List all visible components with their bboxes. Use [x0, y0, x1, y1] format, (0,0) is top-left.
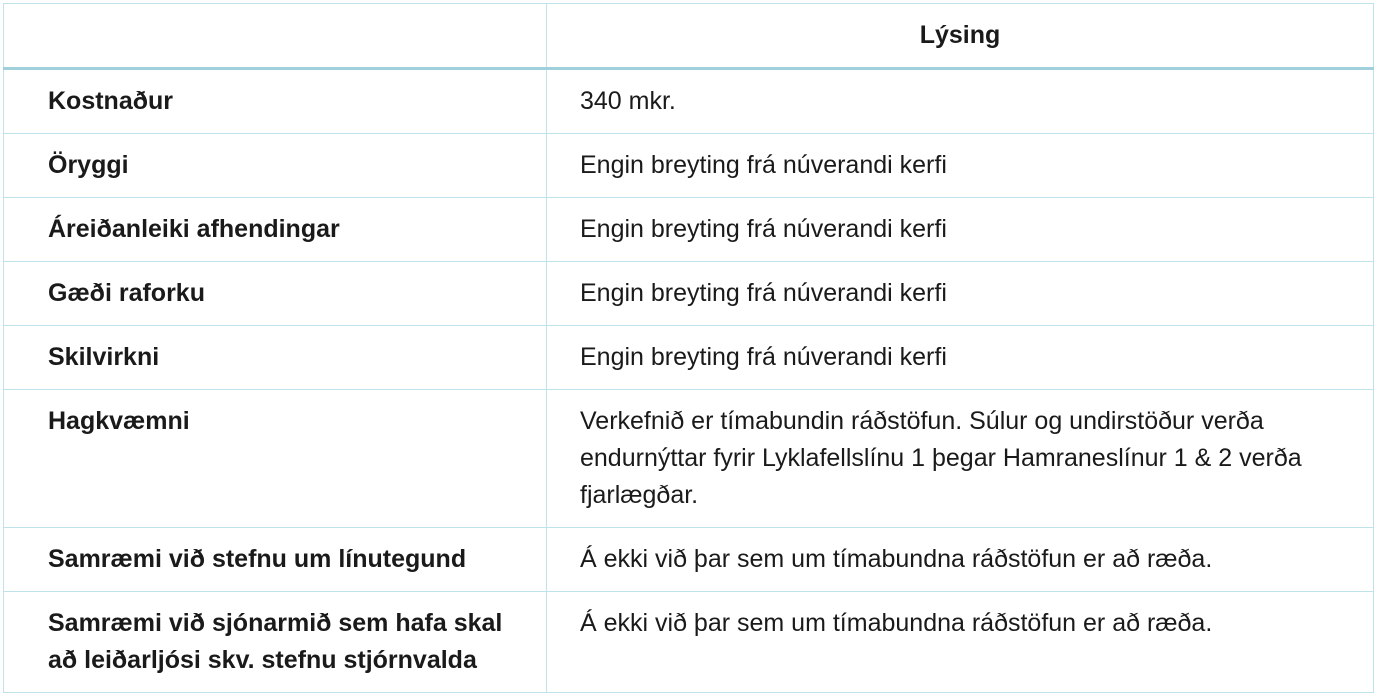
- header-cell-description: Lýsing: [547, 4, 1374, 69]
- row-label: Samræmi við sjónarmið sem hafa skal að leiðarljósi skv. stefnu stjórnvalda: [4, 592, 547, 693]
- table-row: [4, 69, 1374, 134]
- row-value: Á ekki við þar sem um tímabundna ráðstöfun er að ræða.: [547, 528, 1374, 592]
- header-cell-criteria: [4, 4, 547, 69]
- row-label: Kostnaður: [4, 69, 547, 134]
- row-label: Samræmi við stefnu um línutegund: [4, 528, 547, 592]
- table-row: [4, 528, 1374, 592]
- row-value: Engin breyting frá núverandi kerfi: [547, 326, 1374, 390]
- table-row: [4, 390, 1374, 528]
- row-value: Engin breyting frá núverandi kerfi: [547, 262, 1374, 326]
- table-row: [4, 134, 1374, 198]
- row-label: Öryggi: [4, 134, 547, 198]
- row-value: Verkefnið er tímabundin ráðstöfun. Súlur og undirstöður verða endurnýttar fyrir Lyklafellslínu 1 þegar Hamraneslínur 1 & 2 verða fjarlægðar.: [547, 390, 1374, 528]
- table-row: [4, 592, 1374, 693]
- assessment-table: [3, 3, 1374, 693]
- row-label: Hagkvæmni: [4, 390, 547, 528]
- row-value: Engin breyting frá núverandi kerfi: [547, 134, 1374, 198]
- row-label: Gæði raforku: [4, 262, 547, 326]
- table-header-row: [4, 4, 1374, 69]
- row-value: Á ekki við þar sem um tímabundna ráðstöfun er að ræða.: [547, 592, 1374, 693]
- row-value: 340 mkr.: [547, 69, 1374, 134]
- table-row: [4, 262, 1374, 326]
- table-row: [4, 326, 1374, 390]
- row-label: Áreiðanleiki afhendingar: [4, 198, 547, 262]
- row-label: Skilvirkni: [4, 326, 547, 390]
- row-value: Engin breyting frá núverandi kerfi: [547, 198, 1374, 262]
- table-row: [4, 198, 1374, 262]
